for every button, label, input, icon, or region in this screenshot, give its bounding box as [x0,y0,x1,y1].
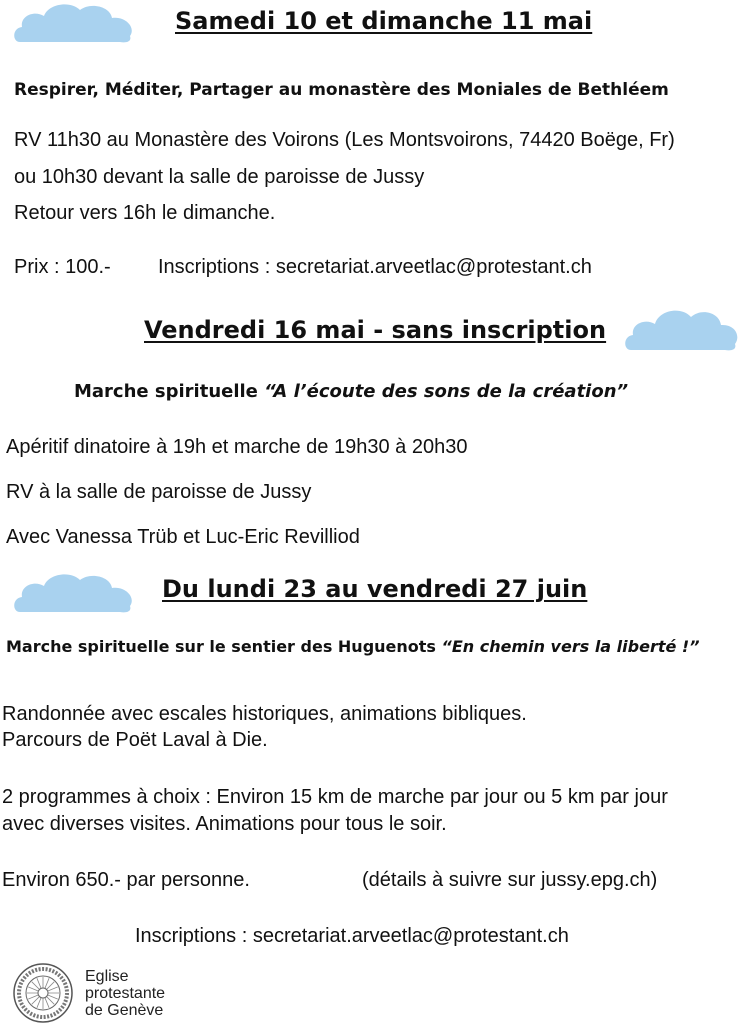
section3-inscriptions: Inscriptions : secretariat.arveetlac@protestant.ch [135,925,569,947]
cloud-icon [12,0,137,44]
section2-subtitle [74,381,628,402]
section2-line1: Apéritif dinatoire à 19h et marche de 19h30 à 20h30 [6,436,468,458]
section2-line3: Avec Vanessa Trüb et Luc-Eric Revilliod [6,526,360,548]
section2-line2: RV à la salle de paroisse de Jussy [6,481,312,503]
section1-heading: Samedi 10 et dimanche 11 mai [175,7,593,35]
section3-line1: Randonnée avec escales historiques, animations bibliques. [2,703,527,725]
section2-heading: Vendredi 16 mai - sans inscription [144,316,607,344]
cloud-icon [623,304,741,352]
section2-subtitle-plain: Marche spirituelle [74,381,265,402]
section3-line2: Parcours de Poët Laval à Die. [2,729,268,751]
logo-line3: de Genève [85,1002,164,1019]
section3-subtitle [6,637,700,656]
logo-line1: Eglise [85,968,129,985]
section2-subtitle-italic: “A l’écoute des sons de la création” [264,381,629,402]
section1-price: Prix : 100.- [14,256,111,278]
section1-line1: RV 11h30 au Monastère des Voirons (Les Montsvoirons, 74420 Boëge, Fr) [14,129,675,151]
section3-price: Environ 650.- par personne. [2,869,250,891]
section1-subtitle: Respirer, Méditer, Partager au monastère des Moniales de Bethléem [14,80,669,100]
section1-line3: Retour vers 16h le dimanche. [14,202,276,224]
cloud-icon [12,570,137,614]
section3-heading: Du lundi 23 au vendredi 27 juin [162,575,588,603]
section3-line3: 2 programmes à choix : Environ 15 km de marche par jour ou 5 km par jour [2,786,668,808]
section3-subtitle-italic: “En chemin vers la liberté !” [441,637,700,656]
section1-inscriptions: Inscriptions : secretariat.arveetlac@protestant.ch [158,256,592,278]
logo-text [85,968,165,1019]
logo-line2: protestante [85,985,166,1002]
section3-subtitle-plain: Marche spirituelle sur le sentier des Huguenots [6,637,442,656]
section3-details: (détails à suivre sur jussy.epg.ch) [362,869,658,891]
section1-line2: ou 10h30 devant la salle de paroisse de Jussy [14,166,425,188]
section3-line4: avec diverses visites. Animations pour tous le soir. [2,813,447,835]
epg-seal-icon [12,962,74,1024]
